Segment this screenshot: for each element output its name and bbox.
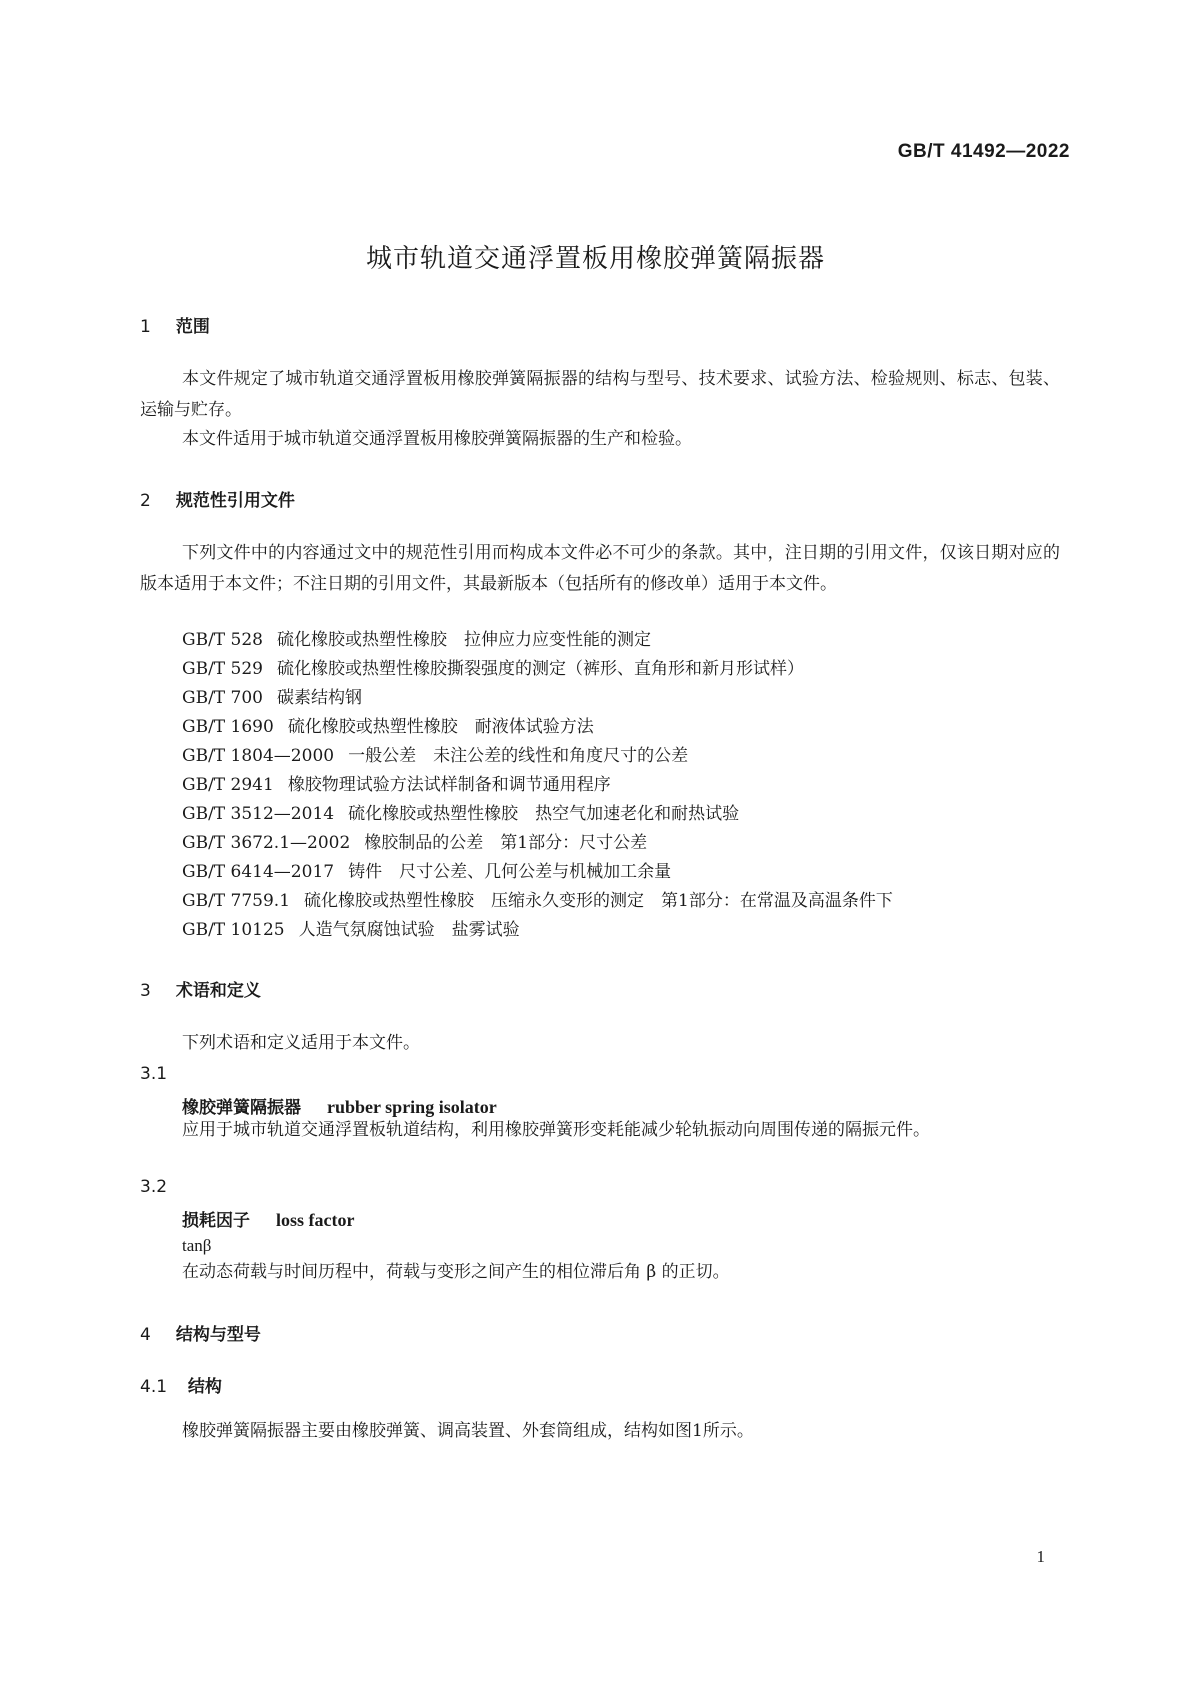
section-number: 2 bbox=[140, 491, 151, 511]
scope-paragraph-2: 本文件适用于城市轨道交通浮置板用橡胶弹簧隔振器的生产和检验。 bbox=[182, 429, 692, 449]
reference-title: 碳素结构钢 bbox=[277, 688, 362, 708]
terms-intro: 下列术语和定义适用于本文件。 bbox=[182, 1033, 420, 1053]
reference-code: GB/T 6414—2017 bbox=[182, 862, 335, 882]
reference-item bbox=[182, 857, 671, 888]
reference-item bbox=[182, 625, 651, 656]
reference-item bbox=[182, 886, 893, 917]
reference-item bbox=[182, 915, 520, 946]
structure-paragraph: 橡胶弹簧隔振器主要由橡胶弹簧、调高装置、外套筒组成，结构如图1所示。 bbox=[182, 1421, 754, 1441]
subsection-title: 结构 bbox=[187, 1377, 222, 1397]
standard-code: GB/T 41492—2022 bbox=[897, 141, 1070, 162]
reference-code: GB/T 7759.1 bbox=[182, 891, 291, 911]
reference-code: GB/T 3512—2014 bbox=[182, 804, 335, 824]
reference-title: 橡胶制品的公差 第1部分：尺寸公差 bbox=[364, 833, 648, 853]
section-number: 4 bbox=[140, 1325, 151, 1345]
reference-item bbox=[182, 799, 739, 830]
document-title: 城市轨道交通浮置板用橡胶弹簧隔振器 bbox=[365, 244, 825, 274]
reference-code: GB/T 10125 bbox=[182, 920, 285, 940]
reference-code: GB/T 529 bbox=[182, 659, 263, 679]
term-definition: 应用于城市轨道交通浮置板轨道结构，利用橡胶弹簧形变耗能减少轮轨振动向周围传递的隔振元件。 bbox=[182, 1120, 930, 1140]
section-title: 结构与型号 bbox=[175, 1325, 261, 1345]
reference-title: 硫化橡胶或热塑性橡胶撕裂强度的测定（裤形、直角形和新月形试样） bbox=[277, 659, 804, 679]
term-heading bbox=[182, 1206, 354, 1231]
section-title: 范围 bbox=[175, 317, 210, 337]
reference-item bbox=[182, 770, 611, 801]
reference-code: GB/T 700 bbox=[182, 688, 263, 708]
term-number: 3.1 bbox=[140, 1064, 168, 1084]
term-en: loss factor bbox=[276, 1210, 355, 1230]
reference-title: 硫化橡胶或热塑性橡胶 拉伸应力应变性能的测定 bbox=[277, 630, 651, 650]
reference-code: GB/T 2941 bbox=[182, 775, 274, 795]
term-definition: 在动态荷载与时间历程中，荷载与变形之间产生的相位滞后角 β 的正切。 bbox=[182, 1262, 730, 1282]
reference-title: 铸件 尺寸公差、几何公差与机械加工余量 bbox=[348, 862, 672, 882]
term-number: 3.2 bbox=[140, 1177, 168, 1197]
section-3-heading bbox=[140, 976, 261, 1001]
reference-code: GB/T 528 bbox=[182, 630, 263, 650]
reference-title: 一般公差 未注公差的线性和角度尺寸的公差 bbox=[348, 746, 689, 766]
section-number: 1 bbox=[140, 317, 151, 337]
scope-paragraph-1: 本文件规定了城市轨道交通浮置板用橡胶弹簧隔振器的结构与型号、技术要求、试验方法、检验规则、标志、包装、运输与贮存。 bbox=[140, 369, 1060, 420]
reference-title: 硫化橡胶或热塑性橡胶 压缩永久变形的测定 第1部分：在常温及高温条件下 bbox=[304, 891, 893, 911]
reference-code: GB/T 3672.1—2002 bbox=[182, 833, 351, 853]
section-1-heading bbox=[140, 312, 210, 337]
reference-title: 人造气氛腐蚀试验 盐雾试验 bbox=[298, 920, 520, 940]
section-number: 3 bbox=[140, 981, 151, 1001]
section-4-heading bbox=[140, 1320, 261, 1345]
section-title: 术语和定义 bbox=[175, 981, 261, 1001]
subsection-4-1-heading bbox=[140, 1372, 222, 1397]
term-zh: 橡胶弹簧隔振器 bbox=[182, 1098, 301, 1118]
reference-code: GB/T 1690 bbox=[182, 717, 274, 737]
section-2-heading bbox=[140, 486, 295, 511]
subsection-number: 4.1 bbox=[140, 1377, 168, 1397]
term-en: rubber spring isolator bbox=[327, 1097, 497, 1117]
reference-title: 橡胶物理试验方法试样制备和调节通用程序 bbox=[287, 775, 611, 795]
normative-refs-intro: 下列文件中的内容通过文中的规范性引用而构成本文件必不可少的条款。其中，注日期的引用文件，仅该日期对应的版本适用于本文件；不注日期的引用文件，其最新版本（包括所有的修改单）适用于本文件。 bbox=[140, 543, 1060, 594]
reference-code: GB/T 1804—2000 bbox=[182, 746, 335, 766]
reference-title: 硫化橡胶或热塑性橡胶 热空气加速老化和耐热试验 bbox=[348, 804, 740, 824]
reference-item bbox=[182, 712, 594, 743]
reference-item bbox=[182, 683, 362, 714]
reference-item bbox=[182, 654, 804, 685]
term-symbol: tanβ bbox=[182, 1236, 212, 1255]
term-zh: 损耗因子 bbox=[182, 1211, 250, 1231]
section-title: 规范性引用文件 bbox=[175, 491, 295, 511]
reference-item bbox=[182, 741, 688, 772]
page-number: 1 bbox=[1036, 1547, 1045, 1566]
reference-item bbox=[182, 828, 647, 859]
reference-title: 硫化橡胶或热塑性橡胶 耐液体试验方法 bbox=[287, 717, 594, 737]
